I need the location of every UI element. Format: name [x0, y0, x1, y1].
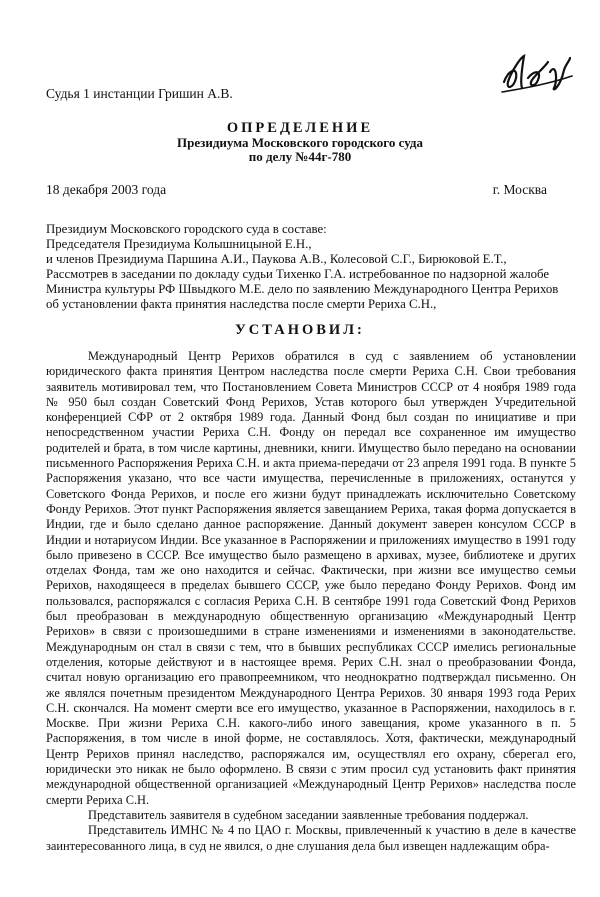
title-block	[0, 121, 600, 165]
body-paragraph: Международный Центр Рерихов обратился в суд с заявлением об установлении юридического факта принятия Центром наследства после смерти Рериха С.Н. Свои требования заявитель мотивировал тем, что Постановлением Совета Министров СССР от 4 ноября 1989 года № 950 был создан Советский Фонд Рерихов, Устав которого был утвержден Учредительной конференцией СФР от 2 октября 1989 года. Данный Фонд был создан по инициативе и при непосредственном участии Рериха С.Н. Фонду он передал все сохраненное им имущество родителей и брата, в том числе картины, дневники, книги. Имущество было передано на основании письменного Распоряжения Рериха С.Н. и акта приема-передачи от 23 апреля 1991 года. В пункте 5 Распоряжения указано, что все части имущества, перечисленные в приложениях, останутся у Советского Фонда Рерихов, и после его жизни будут принадлежать исключительно Советскому Фонду Рерихов. Этот пункт Распоряжения является завещанием Рериха, такая форма допускается в Индии, где и было сделано данное распоряжение. Данный документ заверен консулом СССР в Индии и нотариусом Индии. Все указанное в Распоряжении и приложениях имущество в 1991 году было привезено в СССР. Все имущество было размещено в архивах, музее, библиотеке и других отделах Фонда, там же оно находится и сейчас. Фактически, при жизни все имущество семьи Рерихов, находящееся в пределах бывшего СССР, уже было передано Фонду Рерихов. Фонд им пользовался, распоряжался с согласия Рериха С.Н. В сентябре 1991 года Советский Фонд Рерихов был преобразован в международную общественную организацию «Международный Центр Рерихов» в связи с произошедшими в стране изменениями и изменениями в законодательстве. Международным он стал в связи с тем, что в бывших республиках СССР имелись региональные отделения, которые действуют и в настоящее время. Рерих С.Н. знал о преобразовании Фонда, считал новую организацию его правопреемником, что неоднократно подтверждал письменно. Он же являлся почетным президентом Международного Центра Рерихов. 30 января 1993 года Рерих С.Н. скончался. На момент смерти все его имущество, указанное в Распоряжении, находилось в г. Москве. При жизни Рериха С.Н. какого-либо иного завещания, кроме указанного в п. 5 Распоряжения, в том числе в иной форме, не составлялось. Хотя, фактически, международный Центр Рерихов принял наследство, распоряжался им, осуществлял его охрану, сберегал его, юридически это никак не было оформлено. В связи с этим просил суд установить факт принятия международной общественной организацией «Международный Центр Рерихов» наследства после смерти Рериха С.Н.	[46, 349, 576, 807]
established-heading: УСТАНОВИЛ:	[235, 322, 365, 338]
document-date: 18 декабря 2003 года	[46, 182, 167, 197]
first-instance-judge: Судья 1 инстанции Гришин А.В.	[46, 86, 233, 101]
body-paragraph: Представитель ИМНС № 4 по ЦАО г. Москвы, привлеченный к участию в деле в качестве заинтересованного лица, в суд не явился, о дне слушания дела был извещен надлежащим обра-	[46, 823, 576, 853]
composition-line: Министра культуры РФ Швыдкого М.Е. дело по заявлению Международного Центра Рерихов	[46, 282, 559, 296]
document-city: г. Москва	[492, 182, 547, 197]
handwritten-case-number	[498, 52, 574, 96]
composition-line: Президиум Московского городского суда в составе:	[46, 222, 327, 236]
court-composition	[46, 222, 576, 312]
composition-line: Рассмотрев в заседании по докладу судьи Тихенко Г.А. истребованное по надзорной жалобе	[46, 267, 550, 281]
document-subtitle-case: по делу №44г-780	[248, 149, 352, 164]
body-paragraph: Представитель заявителя в судебном заседании заявленные требования поддержал.	[88, 807, 529, 822]
composition-line: и членов Президиума Паршина А.И., Паукова А.В., Колесовой С.Г., Бирюковой Е.Т.,	[46, 252, 507, 266]
document-title: ОПРЕДЕЛЕНИЕ	[226, 120, 374, 136]
composition-line: Председателя Президиума Колышницыной Е.Н.,	[46, 237, 312, 251]
document-subtitle-court: Президиума Московского городского суда	[177, 134, 423, 150]
body-text	[46, 349, 576, 854]
composition-line: об установлении факта принятия наследства после смерти Рериха С.Н.,	[46, 297, 437, 311]
